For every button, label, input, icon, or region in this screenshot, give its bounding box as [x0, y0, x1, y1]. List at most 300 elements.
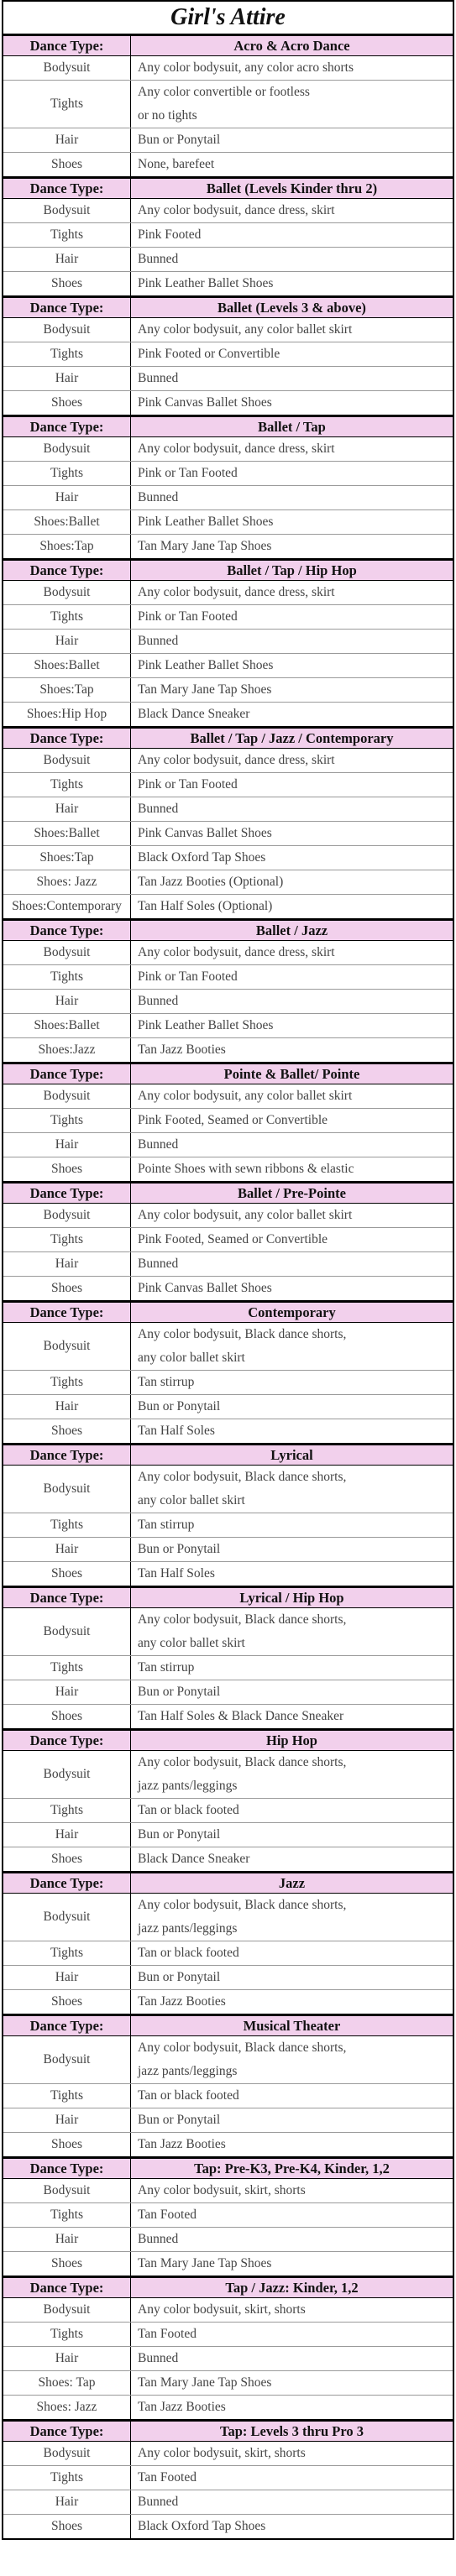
item-label: Shoes — [3, 1562, 131, 1586]
item-value — [131, 342, 453, 366]
item-label: Hair — [3, 1823, 131, 1847]
attire-row — [3, 462, 453, 486]
item-value — [131, 846, 453, 870]
item-value — [131, 2036, 453, 2083]
item-label: Tights — [3, 2466, 131, 2490]
item-value — [131, 2252, 453, 2276]
attire-row — [3, 2203, 453, 2228]
item-label: Shoes: Tap — [3, 2371, 131, 2395]
item-value-line: Bunned — [138, 994, 179, 1008]
item-value — [131, 1705, 453, 1728]
item-value — [131, 272, 453, 295]
item-label: Shoes — [3, 1990, 131, 2014]
item-value-line: or no tights — [138, 108, 197, 123]
item-label: Tights — [3, 1656, 131, 1680]
item-label: Tights — [3, 1941, 131, 1965]
attire-row — [3, 678, 453, 703]
dance-type-label: Dance Type: — [3, 1731, 131, 1750]
item-value — [131, 965, 453, 989]
item-value-line: Bunned — [138, 802, 179, 816]
dance-type-name: Ballet / Tap / Jazz / Contemporary — [190, 729, 394, 746]
item-label: Tights — [3, 223, 131, 247]
item-value — [131, 391, 453, 415]
item-value — [131, 367, 453, 390]
item-value-line: any color ballet skirt — [138, 1351, 245, 1365]
attire-row — [3, 342, 453, 367]
item-label: Hair — [3, 128, 131, 152]
dance-type-name: Pointe & Ballet/ Pointe — [223, 1065, 360, 1082]
dance-type-label: Dance Type: — [3, 1183, 131, 1203]
section-header — [3, 34, 453, 56]
item-value — [131, 510, 453, 534]
item-value — [131, 2466, 453, 2490]
item-value-line: Pink or Tan Footed — [138, 609, 238, 624]
item-value-line: Tan Footed — [138, 2208, 197, 2222]
attire-row — [3, 1894, 453, 1941]
item-value — [131, 1608, 453, 1655]
item-label: Shoes — [3, 1157, 131, 1181]
item-value-line: Bun or Ponytail — [138, 1399, 221, 1413]
item-label: Shoes:Hip Hop — [3, 703, 131, 726]
dance-type-label: Dance Type: — [3, 36, 131, 55]
attire-row — [3, 895, 453, 918]
attire-row — [3, 1823, 453, 1847]
attire-row — [3, 1014, 453, 1038]
item-value-line: any color ballet skirt — [138, 1636, 245, 1650]
section-header — [3, 1062, 453, 1084]
item-label: Shoes:Ballet — [3, 1014, 131, 1037]
item-value-line: Pink or Tan Footed — [138, 969, 238, 984]
item-value — [131, 941, 453, 964]
attire-section — [2, 2419, 454, 2538]
attire-row — [3, 1277, 453, 1300]
attire-section — [2, 295, 454, 415]
item-value — [131, 822, 453, 845]
attire-row — [3, 1847, 453, 1871]
item-value-line: Pink Canvas Ballet Shoes — [138, 826, 272, 840]
item-value — [131, 248, 453, 271]
item-value-line: Any color bodysuit, Black dance shorts, — [138, 2040, 347, 2055]
item-label: Tights — [3, 605, 131, 629]
item-label: Bodysuit — [3, 749, 131, 772]
item-value-line: Black Dance Sneaker — [138, 707, 250, 721]
item-label: Bodysuit — [3, 1751, 131, 1798]
section-header — [3, 176, 453, 199]
item-value-line: Tan or black footed — [138, 1803, 239, 1817]
attire-row — [3, 1990, 453, 2014]
dance-type-label: Dance Type: — [3, 729, 131, 748]
item-value-line: Tan Half Soles — [138, 1424, 215, 1438]
item-value — [131, 56, 453, 80]
item-value — [131, 1538, 453, 1561]
item-value-line: Pink or Tan Footed — [138, 777, 238, 792]
attire-row — [3, 581, 453, 605]
attire-row — [3, 1109, 453, 1133]
item-value-line: Pink Footed — [138, 227, 202, 242]
item-label: Bodysuit — [3, 1204, 131, 1227]
item-value-line: Any color bodysuit, Black dance shorts, — [138, 1898, 347, 1912]
attire-section — [2, 415, 454, 558]
item-value — [131, 1466, 453, 1513]
attire-row — [3, 1419, 453, 1443]
item-value — [131, 2203, 453, 2227]
item-value-line: Tan Footed — [138, 2327, 197, 2341]
item-value-line: Tan stirrup — [138, 1375, 195, 1389]
dance-type-name: Jazz — [278, 1874, 306, 1891]
item-value-line: Tan Half Soles & Black Dance Sneaker — [138, 1709, 344, 1723]
attire-row — [3, 2323, 453, 2347]
attire-row — [3, 990, 453, 1014]
item-value-line: Pink Leather Ballet Shoes — [138, 276, 274, 290]
item-value — [131, 2108, 453, 2132]
dance-type-label: Dance Type: — [3, 1588, 131, 1607]
item-label: Hair — [3, 367, 131, 390]
item-label: Tights — [3, 2203, 131, 2227]
attire-row — [3, 1252, 453, 1277]
item-value — [131, 1680, 453, 1704]
item-value-line: Any color bodysuit, skirt, shorts — [138, 2183, 306, 2197]
item-value-line: Bun or Ponytail — [138, 1685, 221, 1699]
item-label: Bodysuit — [3, 199, 131, 222]
item-label: Tights — [3, 1228, 131, 1251]
dance-type-label: Dance Type: — [3, 1064, 131, 1084]
item-label: Shoes — [3, 272, 131, 295]
attire-row — [3, 2252, 453, 2276]
section-header — [3, 2276, 453, 2298]
item-value-line: Pointe Shoes with sewn ribbons & elastic — [138, 1162, 354, 1176]
item-value — [131, 486, 453, 509]
attire-section — [2, 558, 454, 726]
attire-row — [3, 1656, 453, 1680]
item-value — [131, 318, 453, 342]
item-value — [131, 2396, 453, 2419]
attire-row — [3, 2179, 453, 2203]
item-value — [131, 1823, 453, 1847]
item-value — [131, 1204, 453, 1227]
dance-type-label: Dance Type: — [3, 417, 131, 436]
item-label: Tights — [3, 1799, 131, 1822]
item-value — [131, 1966, 453, 1989]
item-label: Hair — [3, 797, 131, 821]
item-value-line: Bunned — [138, 371, 179, 385]
item-value-line: Bunned — [138, 1137, 179, 1152]
item-value-line: Tan Jazz Booties — [138, 1994, 226, 2009]
dance-type-label: Dance Type: — [3, 1445, 131, 1465]
item-value-line: Any color bodysuit, dance dress, skirt — [138, 203, 335, 217]
item-value-line: Tan Jazz Booties — [138, 2400, 226, 2414]
item-label: Tights — [3, 2084, 131, 2108]
item-label: Shoes — [3, 391, 131, 415]
item-value-line: Tan or black footed — [138, 1946, 239, 1960]
item-value — [131, 1562, 453, 1586]
dance-type-name: Musical Theater — [243, 2017, 341, 2034]
item-value — [131, 1751, 453, 1798]
attire-row — [3, 486, 453, 510]
attire-row — [3, 870, 453, 895]
item-value-line: Bunned — [138, 2351, 179, 2365]
item-label: Bodysuit — [3, 2442, 131, 2465]
item-value — [131, 581, 453, 604]
item-label: Bodysuit — [3, 318, 131, 342]
item-value — [131, 1277, 453, 1300]
item-value-line: Tan Mary Jane Tap Shoes — [138, 2375, 272, 2390]
attire-row — [3, 1705, 453, 1728]
item-value-line: Black Oxford Tap Shoes — [138, 2519, 266, 2533]
dance-type-name: Ballet / Tap / Hip Hop — [227, 562, 357, 578]
attire-row — [3, 1038, 453, 1062]
item-value — [131, 749, 453, 772]
item-label: Bodysuit — [3, 437, 131, 461]
item-value — [131, 1323, 453, 1370]
dance-type-name: Ballet (Levels Kinder thru 2) — [206, 180, 378, 196]
item-value — [131, 703, 453, 726]
item-value-line: Tan Jazz Booties (Optional) — [138, 875, 284, 889]
item-value-line: Tan Half Soles (Optional) — [138, 899, 273, 913]
attire-row — [3, 367, 453, 391]
attire-row — [3, 605, 453, 630]
item-value — [131, 895, 453, 918]
item-value — [131, 2298, 453, 2322]
item-value — [131, 1799, 453, 1822]
item-label: Hair — [3, 1133, 131, 1157]
attire-row — [3, 437, 453, 462]
item-label: Hair — [3, 2490, 131, 2514]
item-value — [131, 535, 453, 558]
attire-section — [2, 918, 454, 1062]
item-label: Bodysuit — [3, 1894, 131, 1941]
item-value — [131, 605, 453, 629]
item-value-line: Tan or black footed — [138, 2088, 239, 2103]
item-label: Shoes:Tap — [3, 535, 131, 558]
item-value — [131, 81, 453, 128]
item-value-line: Any color bodysuit, dance dress, skirt — [138, 585, 335, 599]
item-value — [131, 773, 453, 797]
item-value — [131, 1157, 453, 1181]
item-label: Tights — [3, 462, 131, 485]
item-value-line: Bun or Ponytail — [138, 1827, 221, 1842]
item-value — [131, 1133, 453, 1157]
item-value-line: Bunned — [138, 2495, 179, 2509]
item-label: Bodysuit — [3, 56, 131, 80]
attire-row — [3, 2515, 453, 2538]
item-value-line: Pink Canvas Ballet Shoes — [138, 1281, 272, 1295]
attire-row — [3, 128, 453, 153]
attire-section — [2, 1062, 454, 1181]
attire-section — [2, 34, 454, 176]
dance-type-label: Dance Type: — [3, 298, 131, 317]
item-value — [131, 678, 453, 702]
item-value-line: Pink Leather Ballet Shoes — [138, 1018, 274, 1032]
item-value-line: Any color bodysuit, any color ballet skirt — [138, 1208, 353, 1222]
attire-section — [2, 2156, 454, 2276]
attire-row — [3, 965, 453, 990]
item-label: Shoes:Ballet — [3, 822, 131, 845]
item-value — [131, 1084, 453, 1108]
item-value — [131, 153, 453, 176]
item-label: Shoes — [3, 2133, 131, 2156]
item-value — [131, 1894, 453, 1941]
attire-section — [2, 1443, 454, 1586]
attire-row — [3, 153, 453, 176]
item-value-line: Pink Canvas Ballet Shoes — [138, 395, 272, 410]
dance-type-name: Hip Hop — [266, 1732, 317, 1748]
item-label: Hair — [3, 1966, 131, 1989]
item-value — [131, 2515, 453, 2538]
attire-row — [3, 797, 453, 822]
attire-row — [3, 2108, 453, 2133]
item-label: Shoes:Tap — [3, 678, 131, 702]
item-value-line: Pink Leather Ballet Shoes — [138, 515, 274, 529]
item-value-line: None, barefeet — [138, 157, 215, 171]
attire-row — [3, 1204, 453, 1228]
item-label: Hair — [3, 1680, 131, 1704]
item-value-line: Any color bodysuit, any color acro shorts — [138, 60, 354, 75]
section-header — [3, 1300, 453, 1323]
item-value-line: Any color bodysuit, Black dance shorts, — [138, 1755, 347, 1769]
attire-row — [3, 822, 453, 846]
item-value-line: Bunned — [138, 490, 179, 504]
dance-type-name: Ballet (Levels 3 & above) — [218, 299, 366, 316]
attire-row — [3, 510, 453, 535]
item-label: Bodysuit — [3, 1323, 131, 1370]
attire-section — [2, 1181, 454, 1300]
item-label: Shoes:Contemporary — [3, 895, 131, 918]
attire-section — [2, 176, 454, 295]
dance-type-label: Dance Type: — [3, 921, 131, 940]
item-value-line: Pink Footed, Seamed or Convertible — [138, 1113, 328, 1127]
item-value-line: Bun or Ponytail — [138, 1970, 221, 1984]
item-label: Hair — [3, 2347, 131, 2370]
item-value-line: Any color bodysuit, any color ballet skirt — [138, 1089, 353, 1103]
item-label: Tights — [3, 1371, 131, 1394]
item-value-line: Tan Footed — [138, 2470, 197, 2485]
item-label: Tights — [3, 773, 131, 797]
attire-row — [3, 318, 453, 342]
item-value — [131, 1038, 453, 1062]
item-label: Tights — [3, 2323, 131, 2346]
item-label: Bodysuit — [3, 2036, 131, 2083]
attire-row — [3, 1323, 453, 1371]
item-label: Hair — [3, 1395, 131, 1419]
attire-row — [3, 1608, 453, 1656]
attire-table — [2, 34, 454, 2538]
attire-row — [3, 654, 453, 678]
attire-row — [3, 2371, 453, 2396]
item-value-line: Tan stirrup — [138, 1660, 195, 1675]
dance-type-name: Tap: Pre-K3, Pre-K4, Kinder, 1,2 — [194, 2160, 390, 2176]
attire-row — [3, 2466, 453, 2490]
item-value — [131, 223, 453, 247]
attire-row — [3, 1680, 453, 1705]
item-value-line: Any color bodysuit, dance dress, skirt — [138, 945, 335, 959]
attire-row — [3, 2490, 453, 2515]
item-value-line: Any color bodysuit, skirt, shorts — [138, 2446, 306, 2460]
attire-row — [3, 1941, 453, 1966]
dance-type-label: Dance Type: — [3, 2278, 131, 2297]
item-value-line: jazz pants/leggings — [138, 1779, 238, 1793]
dance-type-label: Dance Type: — [3, 2422, 131, 2441]
dance-type-label: Dance Type: — [3, 561, 131, 580]
item-value-line: Any color bodysuit, dance dress, skirt — [138, 442, 335, 456]
dance-type-name: Contemporary — [248, 1304, 336, 1320]
attire-row — [3, 2396, 453, 2419]
item-value — [131, 2133, 453, 2156]
item-value — [131, 1847, 453, 1871]
attire-row — [3, 2228, 453, 2252]
item-value — [131, 2323, 453, 2346]
item-value-line: Any color bodysuit, Black dance shorts, — [138, 1470, 347, 1484]
attire-row — [3, 1751, 453, 1799]
item-value — [131, 199, 453, 222]
item-value — [131, 2490, 453, 2514]
item-value — [131, 1252, 453, 1276]
item-value — [131, 1656, 453, 1680]
item-label: Shoes — [3, 2252, 131, 2276]
item-value-line: Tan Mary Jane Tap Shoes — [138, 2256, 272, 2270]
item-label: Shoes: Jazz — [3, 870, 131, 894]
section-header — [3, 726, 453, 749]
attire-row — [3, 2133, 453, 2156]
item-value-line: Tan Jazz Booties — [138, 2137, 226, 2151]
attire-row — [3, 749, 453, 773]
attire-row — [3, 272, 453, 295]
item-value — [131, 2371, 453, 2395]
item-value-line: Any color bodysuit, any color ballet skirt — [138, 322, 353, 337]
attire-row — [3, 2084, 453, 2108]
item-value — [131, 2179, 453, 2202]
attire-row — [3, 2442, 453, 2466]
item-value-line: Bun or Ponytail — [138, 1542, 221, 1556]
item-value — [131, 1371, 453, 1394]
attire-row — [3, 1966, 453, 1990]
attire-row — [3, 56, 453, 81]
attire-row — [3, 1133, 453, 1157]
attire-section — [2, 1871, 454, 2014]
attire-row — [3, 1157, 453, 1181]
item-value-line: Bun or Ponytail — [138, 133, 221, 147]
item-value — [131, 437, 453, 461]
item-label: Shoes — [3, 1277, 131, 1300]
item-value — [131, 870, 453, 894]
attire-row — [3, 1799, 453, 1823]
item-label: Shoes — [3, 153, 131, 176]
item-label: Shoes — [3, 1705, 131, 1728]
item-value — [131, 1109, 453, 1132]
item-label: Bodysuit — [3, 941, 131, 964]
item-value — [131, 990, 453, 1013]
dance-type-name: Tap: Levels 3 thru Pro 3 — [220, 2422, 364, 2439]
item-value-line: Pink or Tan Footed — [138, 466, 238, 480]
item-value-line: Bun or Ponytail — [138, 2113, 221, 2127]
dance-type-name: Lyrical — [270, 1446, 313, 1463]
item-value-line: Any color bodysuit, dance dress, skirt — [138, 753, 335, 767]
item-value — [131, 1513, 453, 1537]
item-value — [131, 797, 453, 821]
item-label: Bodysuit — [3, 1084, 131, 1108]
item-value-line: Tan Jazz Booties — [138, 1042, 226, 1057]
attire-row — [3, 2347, 453, 2371]
section-header — [3, 1443, 453, 1466]
attire-row — [3, 1228, 453, 1252]
item-label: Shoes: Jazz — [3, 2396, 131, 2419]
item-label: Hair — [3, 990, 131, 1013]
item-value-line: Tan Half Soles — [138, 1566, 215, 1581]
item-label: Tights — [3, 965, 131, 989]
item-label: Bodysuit — [3, 2298, 131, 2322]
section-header — [3, 558, 453, 581]
attire-row — [3, 1395, 453, 1419]
item-value-line: Pink Footed, Seamed or Convertible — [138, 1232, 328, 1246]
